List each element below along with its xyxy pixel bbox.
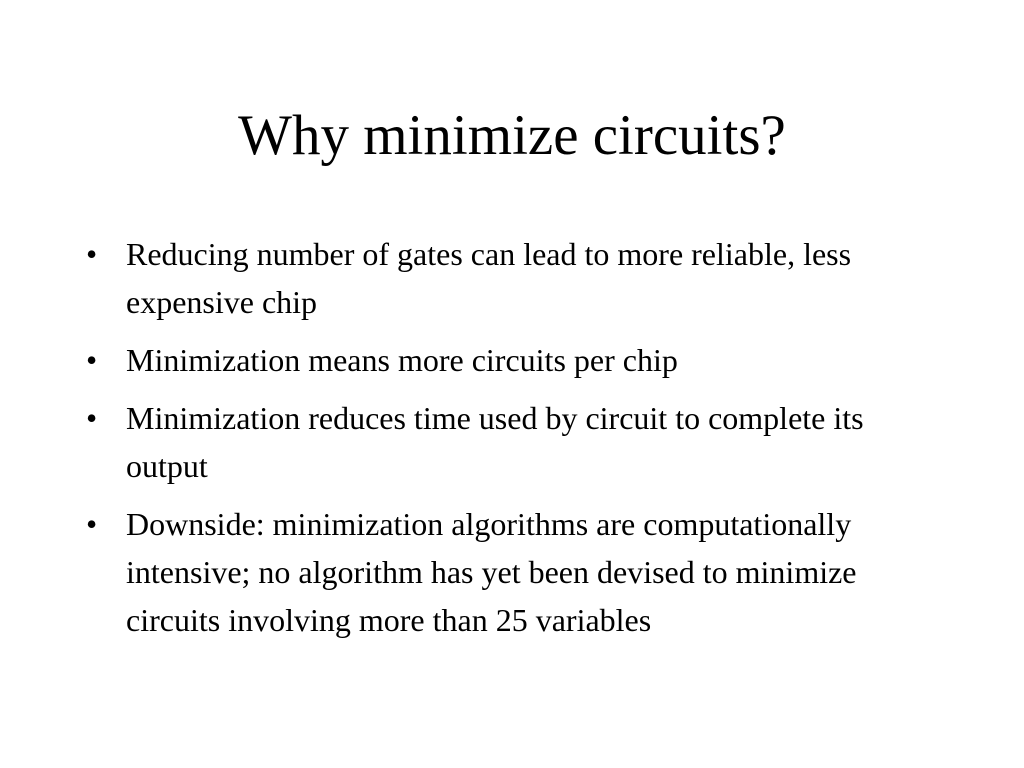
bullet-item [86,394,946,490]
bullet-icon: • [86,506,98,542]
slide-title: Why minimize circuits? [238,104,786,167]
bullet-text: Minimization means more circuits per chip [126,342,678,378]
bullet-icon: • [86,342,98,378]
bullet-item [86,500,946,644]
bullet-item [86,230,946,326]
bullet-icon: • [86,236,98,272]
bullet-text: Reducing number of gates can lead to more reliable, less expensive chip [126,236,852,320]
bullet-icon: • [86,400,98,436]
bullet-item [86,336,946,384]
bullet-list [86,230,946,654]
bullet-text: Minimization reduces time used by circuit to complete its output [126,400,864,484]
bullet-text: Downside: minimization algorithms are computationally intensive; no algorithm has yet been devised to minimize circuits involving more than 25 variables [126,506,857,638]
